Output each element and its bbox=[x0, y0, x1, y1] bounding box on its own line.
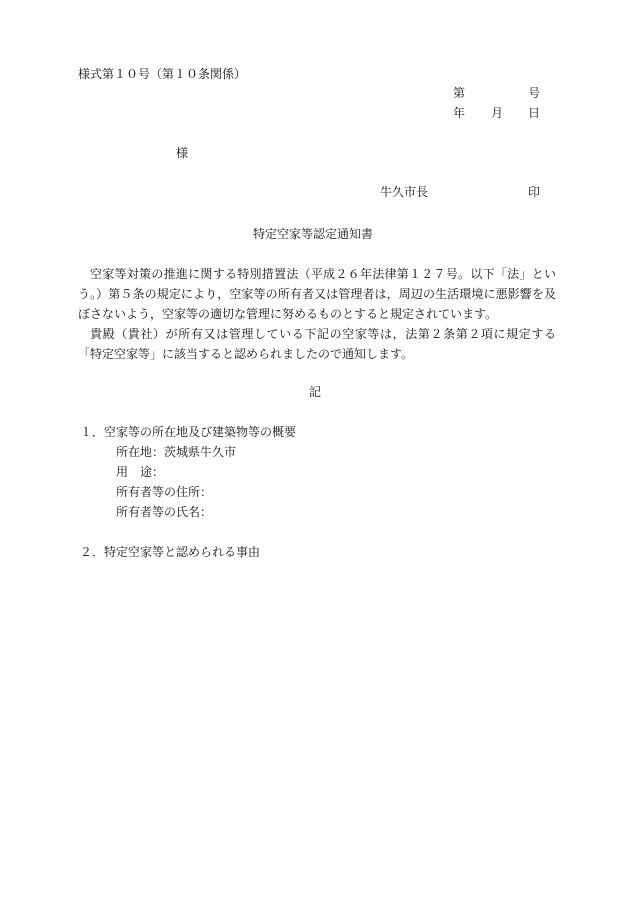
date-day: 日 bbox=[528, 106, 541, 120]
sender-seal: 印 bbox=[528, 185, 541, 199]
document-title: 特定空家等認定通知書 bbox=[253, 227, 374, 241]
paragraph-1: 空家等対策の推進に関する特別措置法（平成２６年法律第１２７号。以下「法」という。）第５条の規定により，空家等の所有者又は管理者は，周辺の生活環境に悪影響を及ぼさないよう，空家等の適切な管理に努めるものとすると規定されています。 bbox=[78, 267, 556, 321]
item-2-heading: ２．特定空家等と認められる事由 bbox=[80, 545, 261, 559]
date-month: 月 bbox=[491, 106, 504, 120]
date-year: 年 bbox=[453, 106, 466, 120]
recipient-honorific: 様 bbox=[176, 146, 189, 160]
owner-address-label: 所有者等の住所： bbox=[116, 485, 213, 499]
ki-label: 記 bbox=[309, 385, 322, 399]
sender-name: 牛久市長 bbox=[380, 185, 429, 199]
item-1-heading: １．空家等の所在地及び建築物等の概要 bbox=[80, 425, 297, 439]
use-label: 用 途： bbox=[116, 465, 165, 479]
number-suffix: 号 bbox=[528, 86, 541, 100]
form-label: 様式第１０号（第１０条関係） bbox=[78, 67, 247, 81]
owner-name-label: 所有者等の氏名： bbox=[116, 505, 213, 519]
paragraph-2: 貴殿（貴社）が所有又は管理している下記の空家等は，法第２条第２項に規定する「特定空家等」に該当すると認められましたので通知します。 bbox=[78, 327, 556, 361]
location-label: 所在地：茨城県牛久市 bbox=[116, 445, 237, 459]
number-prefix: 第 bbox=[453, 86, 466, 100]
